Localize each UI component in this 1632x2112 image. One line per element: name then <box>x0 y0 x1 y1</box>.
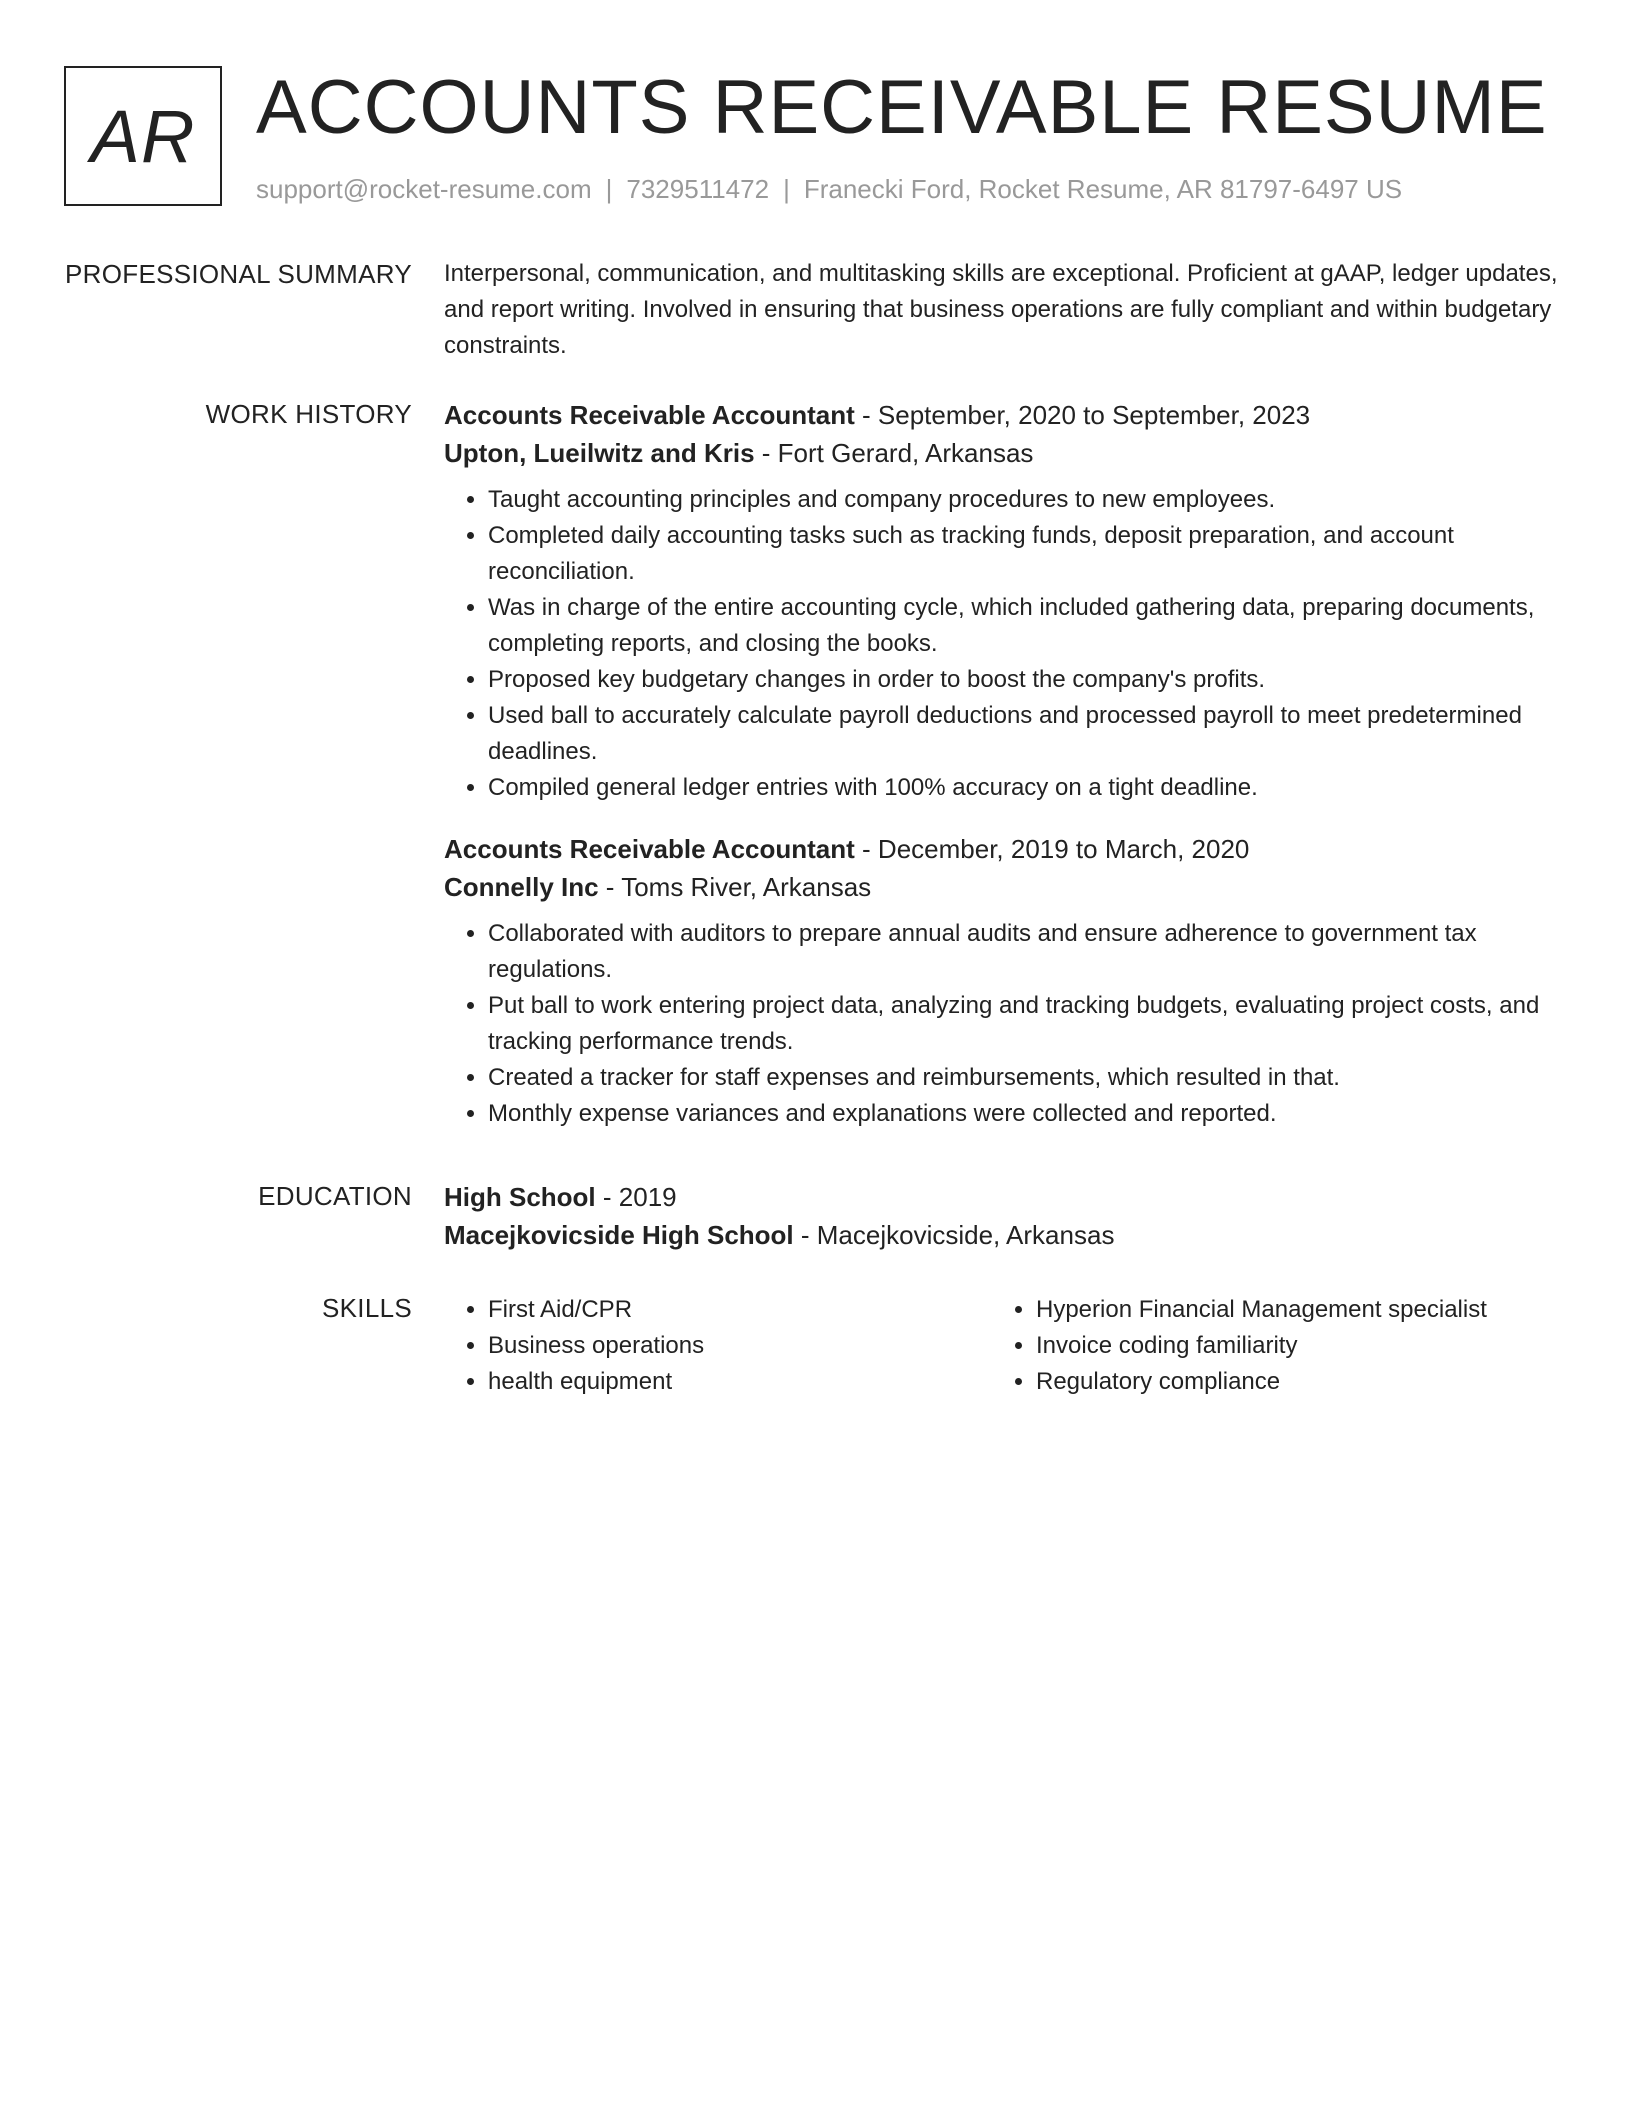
skills-body <box>444 1292 1564 1400</box>
resume-header <box>64 66 1564 216</box>
skills-label: SKILLS <box>322 1293 412 1323</box>
skill-item: • Hyperion Financial Management specialist <box>1036 1292 1540 1328</box>
contact-line <box>256 174 1402 205</box>
job-bullet: • Was in charge of the entire accounting cycle, which included gathering data, preparing documents, completing reports, and closing the books. <box>488 590 1564 662</box>
job-dates: - September, 2020 to September, 2023 <box>854 400 1311 430</box>
job-company-line <box>444 868 1564 906</box>
job-bullet: • Taught accounting principles and company procedures to new employees. <box>488 482 1564 518</box>
job-bullet: • Compiled general ledger entries with 100% accuracy on a tight deadline. <box>488 770 1564 806</box>
job-title: Accounts Receivable Accountant <box>444 834 855 864</box>
education-label: EDUCATION <box>258 1181 412 1211</box>
skills-columns <box>444 1292 1564 1400</box>
job-entry <box>444 830 1564 1132</box>
contact-address: Franecki Ford, Rocket Resume, AR 81797-6497 US <box>803 174 1403 204</box>
degree-line <box>444 1178 1564 1216</box>
contact-separator: | <box>783 174 790 204</box>
skill-item: • Invoice coding familiarity <box>1036 1328 1540 1364</box>
job-title: Accounts Receivable Accountant <box>444 400 855 430</box>
job-bullet: • Collaborated with auditors to prepare annual audits and ensure adherence to government tax regulations. <box>488 916 1564 988</box>
summary-body <box>444 256 1564 364</box>
skill-item: • Business operations <box>488 1328 992 1364</box>
job-bullet: • Completed daily accounting tasks such as tracking funds, deposit preparation, and account reconciliation. <box>488 518 1564 590</box>
job-bullet: • Proposed key budgetary changes in order to boost the company's profits. <box>488 662 1564 698</box>
contact-phone: 7329511472 <box>626 174 770 204</box>
school-name: Macejkovicside High School <box>444 1220 794 1250</box>
summary-text: Interpersonal, communication, and multitasking skills are exceptional. Proficient at gAAP, ledger updates, and report writing. Involved in ensuring that business operations are fully compliant and within budgetary constraints. <box>444 260 1558 359</box>
school-line <box>444 1216 1564 1254</box>
job-company: Connelly Inc <box>444 872 599 902</box>
job-bullets <box>444 916 1564 1132</box>
job-bullet: • Put ball to work entering project data, analyzing and tracking budgets, evaluating project costs, and tracking performance trends. <box>488 988 1564 1060</box>
monogram-logo: AR <box>64 66 222 206</box>
job-company: Upton, Lueilwitz and Kris <box>444 438 755 468</box>
skills-list-left <box>444 1292 992 1400</box>
job-location: - Fort Gerard, Arkansas <box>754 438 1034 468</box>
job-entry <box>444 396 1564 806</box>
job-dates: - December, 2019 to March, 2020 <box>854 834 1250 864</box>
graduation-year: - 2019 <box>595 1182 677 1212</box>
skills-list-right <box>992 1292 1540 1400</box>
job-bullets <box>444 482 1564 806</box>
job-bullet: • Used ball to accurately calculate payroll deductions and processed payroll to meet predetermined deadlines. <box>488 698 1564 770</box>
contact-email: support@rocket-resume.com <box>256 174 592 204</box>
work-history-label: WORK HISTORY <box>205 399 412 429</box>
work-history-body <box>444 396 1564 1132</box>
contact-separator: | <box>605 174 613 204</box>
job-title-line <box>444 396 1564 434</box>
degree: High School <box>444 1182 596 1212</box>
skill-item: • health equipment <box>488 1364 992 1400</box>
job-location: - Toms River, Arkansas <box>598 872 872 902</box>
job-title-line <box>444 830 1564 868</box>
resume-title: ACCOUNTS RECEIVABLE RESUME <box>256 65 1548 150</box>
summary-label: PROFESSIONAL SUMMARY <box>65 259 412 289</box>
education-body <box>444 1178 1564 1254</box>
school-location: - Macejkovicside, Arkansas <box>793 1220 1115 1250</box>
job-bullet: • Monthly expense variances and explanations were collected and reported. <box>488 1096 1564 1132</box>
skill-item: • First Aid/CPR <box>488 1292 992 1328</box>
job-bullet: • Created a tracker for staff expenses and reimbursements, which resulted in that. <box>488 1060 1564 1096</box>
job-company-line <box>444 434 1564 472</box>
skill-item: • Regulatory compliance <box>1036 1364 1540 1400</box>
